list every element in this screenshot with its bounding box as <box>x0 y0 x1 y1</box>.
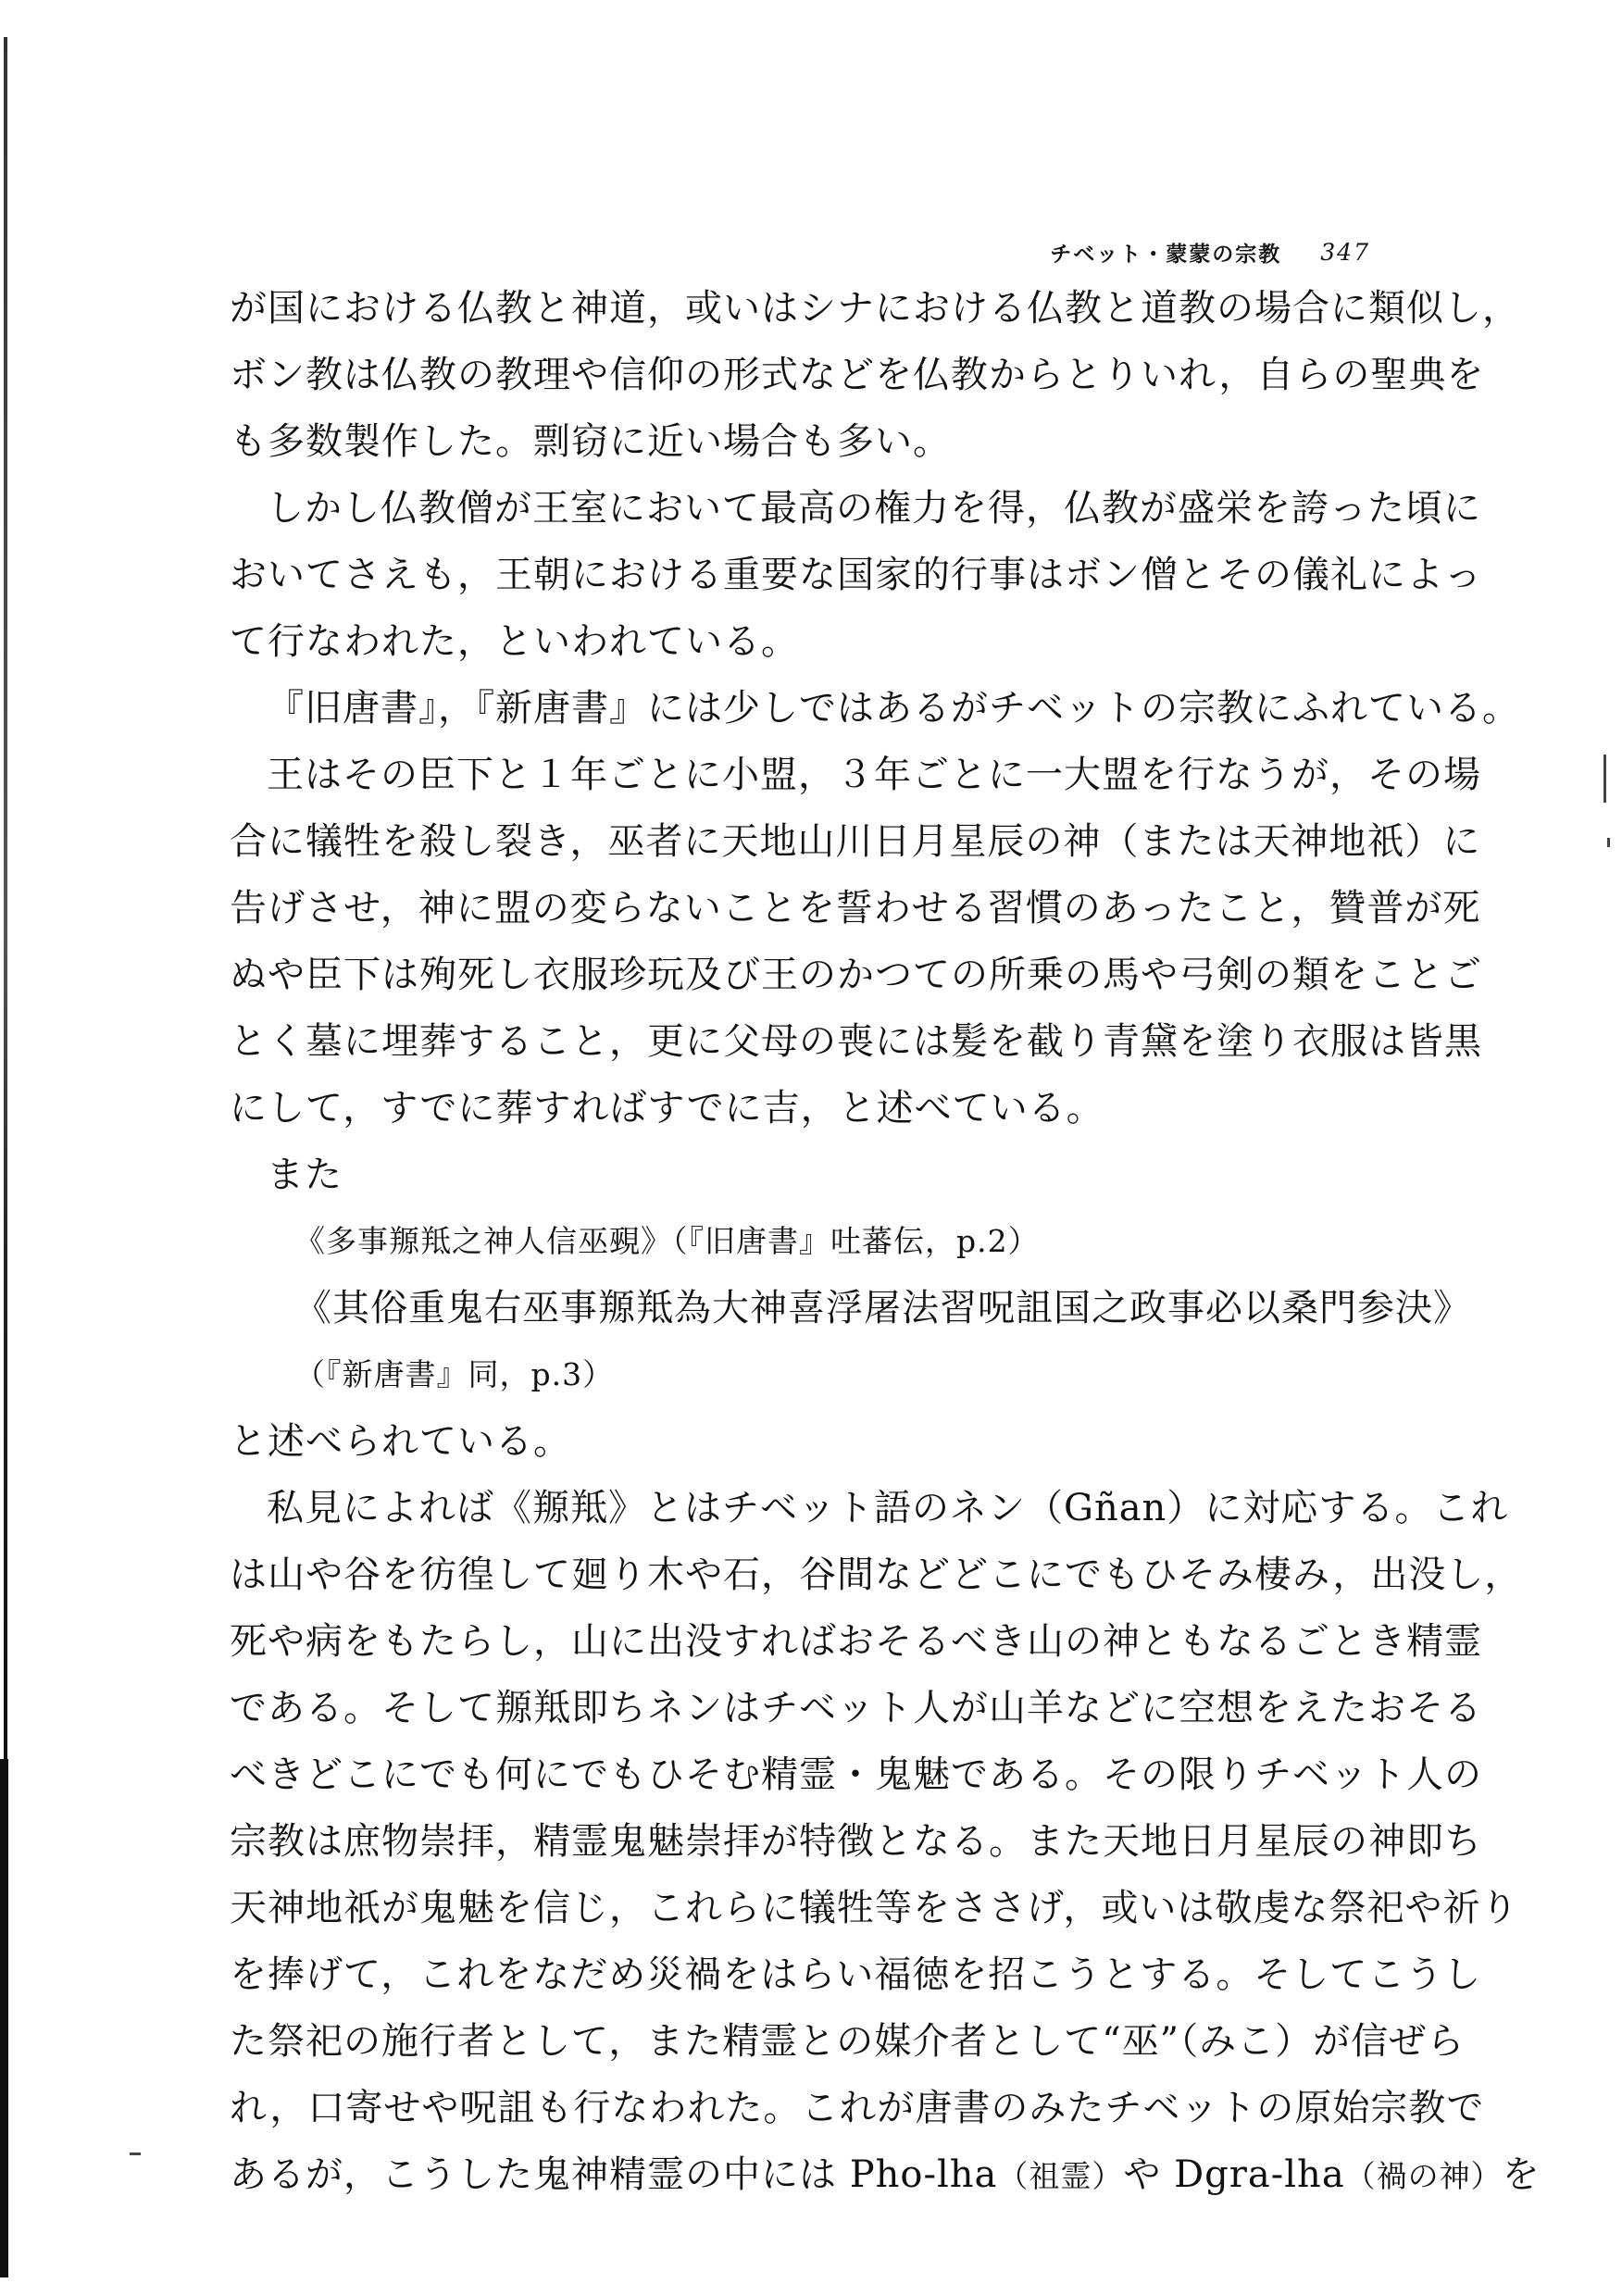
text-line: 合に犠牲を殺し裂き，巫者に天地山川日月星辰の神（または天神地祇）に <box>230 820 1481 863</box>
text-line: て行なわれた，といわれている。 <box>230 620 799 663</box>
text-line: 宗教は庶物崇拝，精霊鬼魅崇拝が特徴となる。また天地日月星辰の神即ち <box>230 1820 1482 1863</box>
text-line-last <box>230 2141 1541 2208</box>
text-line: も多数製作した。剽窃に近い場合も多い。 <box>230 420 951 463</box>
text-segment-small: （禍の神） <box>1344 2158 1503 2194</box>
text-line: と述べられている。 <box>230 1420 571 1463</box>
text-line: 天神地祇が鬼魅を信じ，これらに犠牲等をささげ，或いは敬虔な祭祀や祈り <box>230 1887 1519 1929</box>
text-line: また <box>267 1154 343 1196</box>
scan-edge-shadow <box>0 1759 8 2277</box>
text-line: 王はその臣下と１年ごとに小盟，３年ごとに一大盟を行なうが，その場 <box>267 754 1481 796</box>
text-line: が国における仏教と神道，或いはシナにおける仏教と道教の場合に類似し， <box>230 287 1520 330</box>
text-segment: や Dgra-lha <box>1123 2153 1345 2196</box>
quote-citation: （『新唐書』同，p.3） <box>294 1356 615 1392</box>
text-line: 私見によれば《羱羝》とはチベット語のネン（Gñan）に対応する。これ <box>267 1487 1509 1529</box>
scan-speck <box>130 2152 141 2155</box>
text-line: ぬや臣下は殉死し衣服珍玩及び王のかつての所乗の馬や弓剣の類をことご <box>230 954 1482 996</box>
text-line: である。そして羱羝即ちネンはチベット人が山羊などに空想をえたおそる <box>230 1687 1482 1729</box>
quote-line: 《多事羱羝之神人信巫覡》（『旧唐書』吐蕃伝，p.2） <box>294 1223 1040 1259</box>
text-line: ボン教は仏教の教理や信仰の形式などを仏教からとりいれ，自らの聖典を <box>230 354 1485 396</box>
scan-speck <box>1603 755 1606 803</box>
text-line: べきどこにでも何にでもひそむ精霊・鬼魅である。その限りチベット人の <box>230 1753 1482 1796</box>
body-text <box>230 275 1541 2208</box>
running-header <box>981 233 1370 270</box>
text-line: とく墓に埋葬すること，更に父母の喪には髪を截り青黛を塗り衣服は皆黒 <box>230 1020 1482 1063</box>
text-segment: あるが，こうした鬼神精霊の中には Pho-lha <box>230 2153 998 2196</box>
text-line: 死や病をもたらし，山に出没すればおそるべき山の神ともなるごとき精霊 <box>230 1620 1482 1663</box>
text-line: 告げさせ，神に盟の変らないことを誓わせる習慣のあったこと，贊普が死 <box>230 887 1481 930</box>
text-line: おいてさえも，王朝における重要な国家的行事はボン僧とその儀礼によっ <box>230 554 1482 596</box>
page-number: 347 <box>1320 238 1370 266</box>
text-line: は山や谷を彷徨して廻り木や石，谷間などどこにでもひそみ棲み，出没し， <box>230 1554 1523 1596</box>
text-line: れ，口寄せや呪詛も行なわれた。これが唐書のみたチベットの原始宗教で <box>230 2087 1485 2129</box>
text-segment: を <box>1502 2153 1541 2196</box>
quote-line: 《其俗重鬼右巫事羱羝為大神喜浮屠法習呪詛国之政事必以桑門参決》 <box>294 1287 1471 1329</box>
text-segment-small: （祖霊） <box>997 2158 1124 2194</box>
text-line: を捧げて，これをなだめ災禍をはらい福徳を招こうとする。そしてこうし <box>230 1953 1482 1996</box>
text-line: た祭祀の施行者として，また精霊との媒介者として“巫”（みこ）が信ぜら <box>230 2020 1466 2063</box>
text-line: しかし仏教僧が王室において最高の権力を得，仏教が盛栄を誇った頃に <box>267 487 1481 530</box>
scan-speck <box>1607 838 1610 847</box>
text-line: にして，すでに葬すればすでに吉，と述べている。 <box>230 1087 1104 1129</box>
running-title: チベット・蒙蒙の宗教 <box>1050 241 1282 267</box>
text-line: 『旧唐書』，『新唐書』には少しではあるがチベットの宗教にふれている。 <box>267 687 1520 730</box>
